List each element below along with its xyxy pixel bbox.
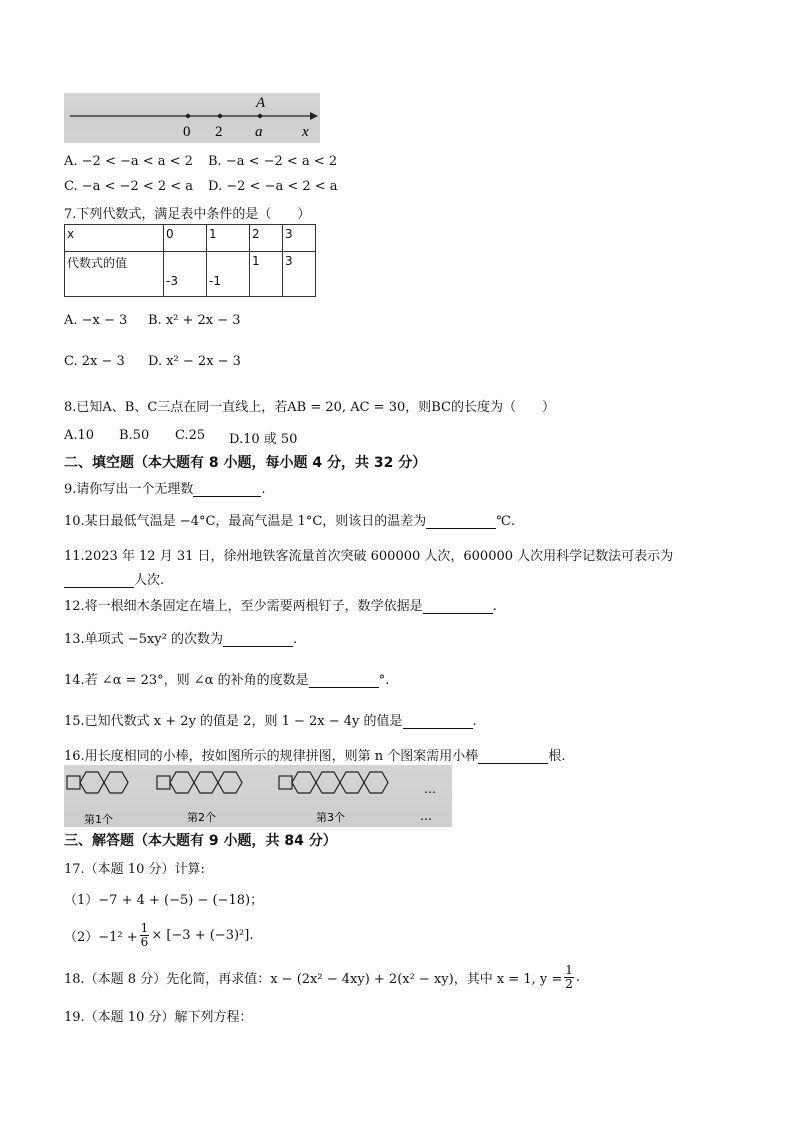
question-text: .	[293, 632, 298, 647]
question-9	[64, 478, 266, 497]
question-13	[64, 628, 297, 647]
table-cell: 2	[250, 225, 283, 252]
number-line-figure	[64, 93, 320, 143]
question-text: .	[575, 970, 581, 985]
question-16	[64, 745, 565, 764]
answer-blank[interactable]	[426, 514, 496, 529]
answer-blank[interactable]	[478, 749, 548, 764]
fraction	[140, 922, 150, 949]
question-11-line1: 11.2023 年 12 月 31 日，徐州地铁客流量首次突破 600000 人次，600000 人次用科学记数法可表示为	[64, 549, 674, 564]
table-cell: -3	[164, 252, 207, 297]
question-text: 15.已知代数式 x + 2y 的值是 2，则 1 − 2x − 4y 的值是	[64, 714, 403, 729]
hexagon-pattern-svg	[64, 765, 452, 827]
question-7-stem: 7.下列代数式，满足表中条件的是（ ）	[64, 207, 311, 222]
option-d: D. −2 < −a < 2 < a	[208, 179, 338, 194]
arrow-icon	[310, 112, 318, 120]
axis-label: x	[302, 124, 309, 140]
figure-label: 第2个	[187, 811, 216, 824]
option-c: C. −a < −2 < 2 < a	[64, 179, 194, 194]
option-b: B. x² + 2x − 3	[148, 313, 241, 328]
table-cell: 3	[283, 225, 316, 252]
question-15	[64, 710, 477, 729]
question-12	[64, 595, 497, 614]
answer-blank[interactable]	[193, 482, 261, 497]
question-text: 13.单项式 −5xy² 的次数为	[64, 632, 223, 647]
denominator: 6	[140, 935, 149, 949]
figure-label: 第1个	[84, 813, 113, 826]
option-d: D. x² − 2x − 3	[148, 354, 241, 369]
question-text: （2）−1² +	[64, 930, 138, 945]
tick-label: 0	[183, 124, 191, 140]
question-text: × [−3 + (−3)²].	[151, 928, 254, 943]
figure-label: 第3个	[316, 811, 345, 824]
question-8-stem: 8.已知A、B、C三点在同一直线上，若AB = 20, AC = 30，则BC的长度为（ ）	[64, 400, 555, 415]
table-cell: 代数式的值	[65, 252, 164, 297]
answer-blank[interactable]	[223, 632, 293, 647]
option-d: D.10 或 50	[229, 432, 298, 447]
question-10	[64, 510, 515, 529]
table-cell: -1	[207, 252, 250, 297]
tick-label: a	[255, 124, 263, 140]
tick-label: 2	[215, 124, 223, 140]
table-cell: 1	[207, 225, 250, 252]
table-cell: 0	[164, 225, 207, 252]
table-row	[65, 225, 316, 252]
section-heading: 三、解答题（本大题有 9 小题，共 84 分）	[64, 833, 337, 849]
number-line-svg	[64, 93, 320, 143]
table-row	[65, 252, 316, 297]
question-text: 14.若 ∠α = 23°，则 ∠α 的补角的度数是	[64, 673, 309, 688]
answer-blank[interactable]	[403, 714, 473, 729]
ellipsis: …	[420, 809, 432, 823]
question-text: 9.请你写出一个无理数	[64, 482, 194, 497]
option-a: A. −2 < −a < a < 2	[64, 154, 193, 169]
question-text: ℃.	[496, 514, 515, 529]
question-text: 根.	[548, 749, 566, 764]
option-a: A.10	[64, 428, 95, 443]
answer-blank[interactable]	[423, 599, 493, 614]
answer-blank[interactable]	[309, 673, 379, 688]
numerator: 1	[565, 963, 573, 977]
question-17-part2	[64, 922, 253, 949]
value-table	[64, 224, 316, 297]
question-18	[64, 964, 580, 991]
question-text: 人次.	[134, 573, 165, 588]
question-17-stem: 17.（本题 10 分）计算:	[64, 862, 205, 877]
question-text: .	[472, 714, 477, 729]
fraction	[564, 964, 574, 991]
question-text: .	[492, 599, 497, 614]
table-cell: x	[65, 225, 164, 252]
question-text: .	[261, 482, 266, 497]
table-cell: 1	[250, 252, 283, 297]
question-17-part1: （1）−7 + 4 + (−5) − (−18)；	[64, 893, 264, 908]
hexagon-pattern-figure	[64, 765, 452, 827]
answer-blank[interactable]	[64, 573, 134, 588]
ellipsis: …	[424, 782, 436, 796]
option-b: B.50	[119, 428, 150, 443]
question-14	[64, 669, 389, 688]
question-text: 18.（本题 8 分）先化简，再求值：x − (2x² − 4xy) + 2(x² − xy)，其中 x = 1, y =	[64, 972, 563, 987]
question-text: °.	[378, 673, 390, 688]
option-b: B. −a < −2 < a < 2	[208, 154, 338, 169]
question-text: 16.用长度相同的小棒，按如图所示的规律拼图，则第 n 个图案需用小棒	[64, 749, 479, 764]
question-text: 10.某日最低气温是 −4°C，最高气温是 1°C，则该日的温差为	[64, 514, 427, 529]
section-heading: 二、填空题（本大题有 8 小题，每小题 4 分，共 32 分）	[64, 455, 427, 471]
question-text: 12.将一根细木条固定在墙上，至少需要两根钉子，数学依据是	[64, 599, 423, 614]
question-11-line2	[64, 569, 164, 588]
question-19-stem: 19.（本题 10 分）解下列方程：	[64, 1010, 253, 1025]
option-c: C. 2x − 3	[64, 354, 125, 369]
numerator: 1	[140, 921, 149, 935]
option-c: C.25	[175, 428, 206, 443]
option-a: A. −x − 3	[64, 313, 128, 328]
denominator: 2	[565, 977, 573, 991]
point-label: A	[256, 95, 266, 111]
table-cell: 3	[283, 252, 316, 297]
